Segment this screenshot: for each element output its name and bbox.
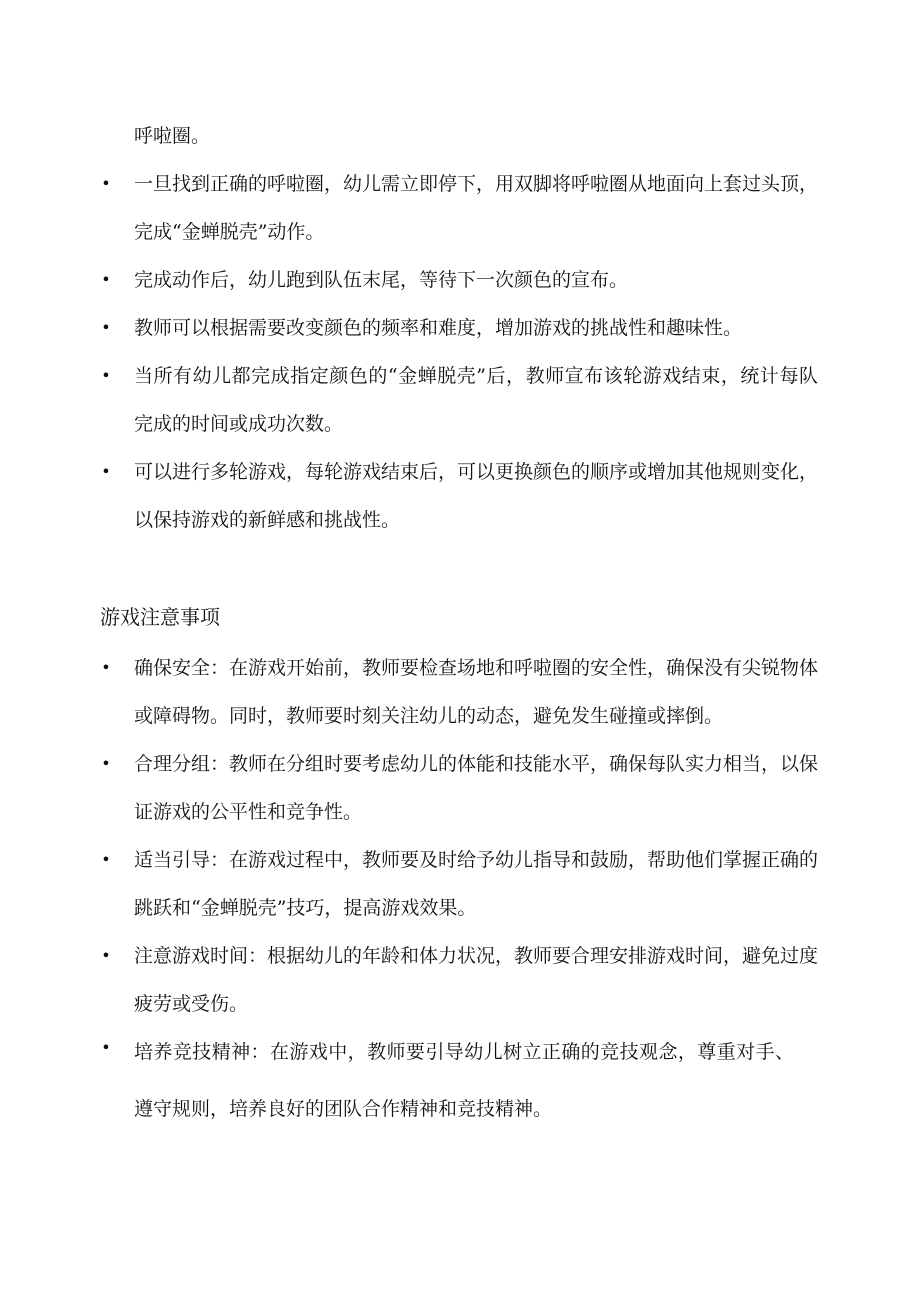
bullet-icon: • — [101, 850, 111, 869]
precautions-list — [0, 644, 920, 1138]
list-item-text: 当所有幼儿都完成指定颜色的“金蝉脱壳”后，教师宣布该轮游戏结束，统计每队完成的时间或成功次数。 — [134, 365, 818, 435]
list-item — [0, 836, 920, 932]
bullet-icon: • — [101, 270, 111, 289]
game-steps-list — [0, 160, 920, 544]
list-item — [0, 160, 920, 256]
list-item — [0, 644, 920, 740]
list-item-text: 教师可以根据需要改变颜色的频率和难度，增加游戏的挑战性和趣味性。 — [134, 317, 743, 339]
list-item-text: 适当引导：在游戏过程中，教师要及时给予幼儿指导和鼓励，帮助他们掌握正确的跳跃和“金蝉脱壳”技巧，提高游戏效果。 — [134, 849, 819, 919]
list-item — [0, 1024, 920, 1138]
section-heading: 游戏注意事项 — [100, 605, 220, 629]
list-item-text: 培养竞技精神：在游戏中，教师要引导幼儿树立正确的竞技观念，尊重对手、遵守规则，培养良好的团队合作精神和竞技精神。 — [134, 1041, 794, 1120]
list-item-text: 可以进行多轮游戏，每轮游戏结束后，可以更换颜色的顺序或增加其他规则变化，以保持游戏的新鲜感和挑战性。 — [134, 461, 819, 531]
list-item-text: 注意游戏时间：根据幼儿的年龄和体力状况，教师要合理安排游戏时间，避免过度疲劳或受伤。 — [134, 945, 819, 1015]
list-item — [0, 448, 920, 544]
bullet-icon: • — [101, 658, 111, 677]
continued-paragraph-line: 呼啦圈。 — [134, 125, 211, 147]
bullet-icon: • — [101, 1038, 111, 1057]
bullet-icon: • — [101, 366, 111, 385]
list-item — [0, 932, 920, 1028]
list-item — [0, 304, 920, 352]
bullet-icon: • — [101, 462, 111, 481]
bullet-icon: • — [101, 318, 111, 337]
list-item — [0, 740, 920, 836]
list-item — [0, 256, 920, 304]
bullet-icon: • — [101, 946, 111, 965]
list-item-text: 确保安全：在游戏开始前，教师要检查场地和呼啦圈的安全性，确保没有尖锐物体或障碍物。同时，教师要时刻关注幼儿的动态，避免发生碰撞或摔倒。 — [134, 657, 819, 727]
list-item-text: 合理分组：教师在分组时要考虑幼儿的体能和技能水平，确保每队实力相当，以保证游戏的公平性和竞争性。 — [134, 753, 819, 823]
list-item-text: 一旦找到正确的呼啦圈，幼儿需立即停下，用双脚将呼啦圈从地面向上套过头顶，完成“金蝉脱壳”动作。 — [134, 173, 819, 243]
list-item-text: 完成动作后，幼儿跑到队伍末尾，等待下一次颜色的宣布。 — [134, 269, 629, 291]
bullet-icon: • — [101, 754, 111, 773]
list-item — [0, 352, 920, 448]
bullet-icon: • — [101, 174, 111, 193]
